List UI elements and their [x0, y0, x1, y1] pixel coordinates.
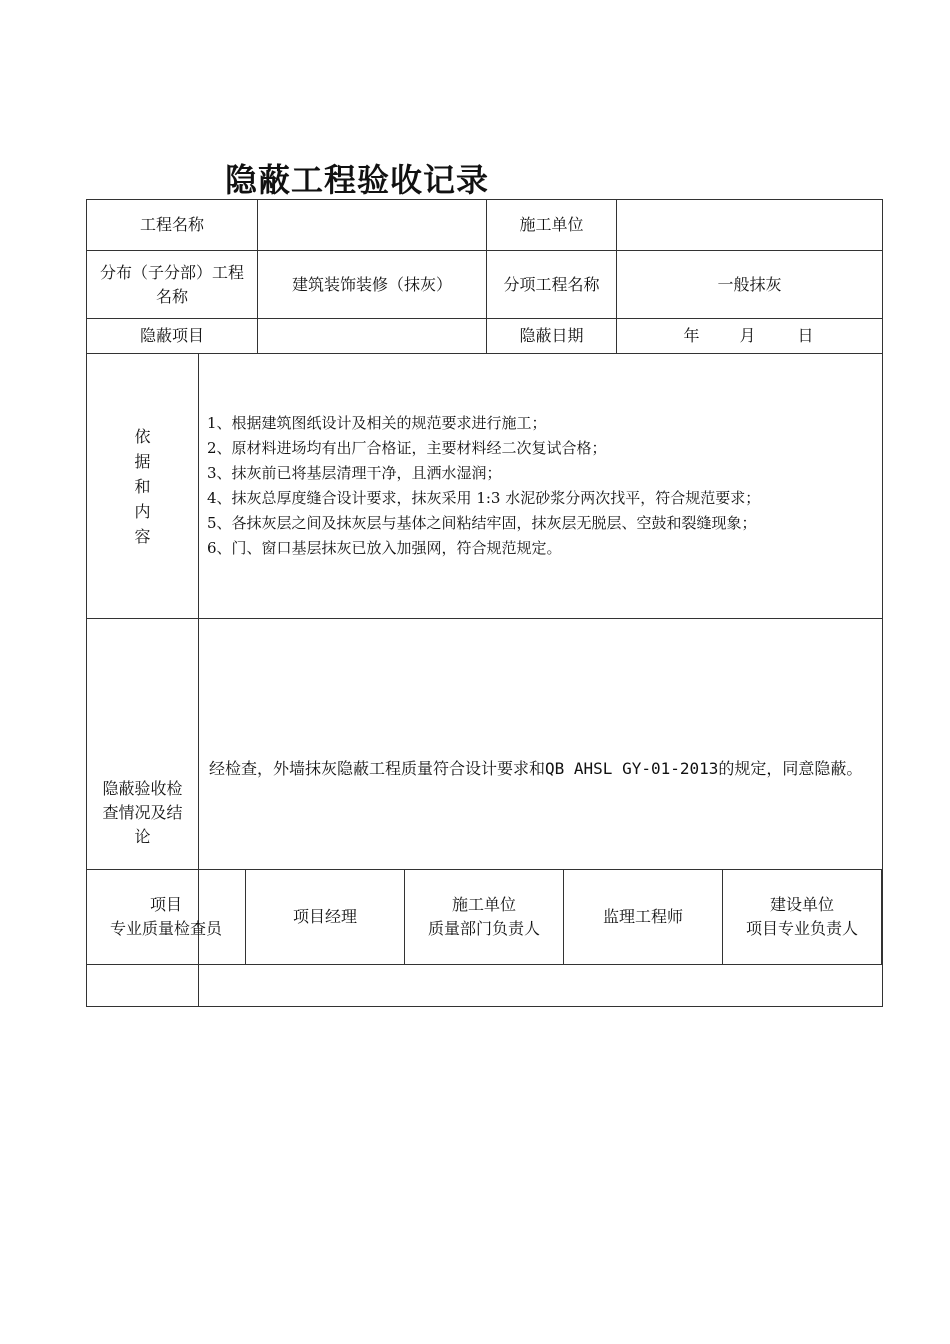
form-row-subdivision	[87, 251, 883, 319]
list-item: 6、门、窗口基层抹灰已放入加强网，符合规范规定。	[207, 539, 562, 557]
signature-label-line1: 施工单位	[451, 895, 516, 914]
subdivision-label-line1: 分布（子分部）工程	[100, 262, 245, 282]
form-row-project	[87, 200, 883, 251]
conclusion-label-line1: 隐蔽验收检	[102, 778, 183, 798]
concealed-item-field[interactable]	[258, 319, 487, 354]
signature-contractor-quality-head[interactable]	[405, 870, 564, 965]
contractor-label: 施工单位	[487, 200, 617, 251]
conclusion-label-line3: 论	[134, 826, 151, 846]
conclusion-label-line2: 查情况及结	[102, 802, 183, 822]
basis-label-char: 内	[134, 501, 151, 521]
basis-label-char: 容	[134, 526, 151, 546]
concealed-date-field[interactable]	[617, 319, 883, 354]
item-name-label: 分项工程名称	[487, 251, 617, 319]
date-year: 年	[683, 326, 700, 345]
signature-owner-project-lead[interactable]	[723, 870, 882, 965]
signature-label-line1: 监理工程师	[602, 907, 683, 926]
signature-supervising-engineer[interactable]	[564, 870, 723, 965]
subdivision-label	[87, 251, 258, 319]
basis-content[interactable]	[199, 354, 883, 619]
project-name-field[interactable]	[258, 200, 487, 251]
signature-table	[86, 869, 882, 965]
signature-label-line2: 专业质量检查员	[109, 919, 222, 938]
signature-quality-inspector[interactable]	[87, 870, 246, 965]
subdivision-field[interactable]: 建筑装饰装修（抹灰）	[258, 251, 487, 319]
subdivision-label-line2: 名称	[156, 286, 189, 306]
list-item: 2、原材料进场均有出厂合格证，主要材料经二次复试合格；	[207, 439, 607, 457]
basis-label-char: 依	[134, 426, 151, 446]
basis-label-char: 据	[134, 451, 151, 471]
basis-label	[87, 354, 199, 619]
list-item: 5、各抹灰层之间及抹灰层与基体之间粘结牢固，抹灰层无脱层、空鼓和裂缝现象；	[207, 514, 757, 532]
signature-project-manager[interactable]	[246, 870, 405, 965]
list-item: 3、抹灰前已将基层清理干净，且洒水湿润；	[207, 464, 502, 482]
signature-row	[87, 870, 882, 965]
project-name-label: 工程名称	[87, 200, 258, 251]
list-item: 1、根据建筑图纸设计及相关的规范要求进行施工；	[207, 414, 547, 432]
concealed-date-label: 隐蔽日期	[487, 319, 617, 354]
item-name-field[interactable]: 一般抹灰	[617, 251, 883, 319]
basis-list	[207, 411, 882, 561]
date-day: 日	[797, 326, 814, 345]
concealed-item-label: 隐蔽项目	[87, 319, 258, 354]
basis-label-char: 和	[134, 476, 151, 496]
signature-label-line2: 项目专业负责人	[745, 919, 858, 938]
page-title: 隐蔽工程验收记录	[225, 161, 490, 199]
list-item: 4、抹灰总厚度缝合设计要求，抹灰采用 1:3 水泥砂浆分两次找平，符合规范要求；	[207, 489, 761, 507]
contractor-field[interactable]	[617, 200, 883, 251]
signature-label-line2: 质量部门负责人	[427, 919, 540, 938]
signature-label-line1: 项目经理	[292, 907, 357, 926]
signature-label-line1: 建设单位	[769, 895, 834, 914]
date-month: 月	[739, 326, 756, 345]
conclusion-text[interactable]: 经检查，外墙抹灰隐蔽工程质量符合设计要求和QB AHSL GY-01-2013的规定，同意隐蔽。	[199, 619, 883, 1007]
signature-label-line1: 项目	[149, 895, 182, 914]
form-row-basis	[87, 354, 883, 619]
form-row-concealed	[87, 319, 883, 354]
